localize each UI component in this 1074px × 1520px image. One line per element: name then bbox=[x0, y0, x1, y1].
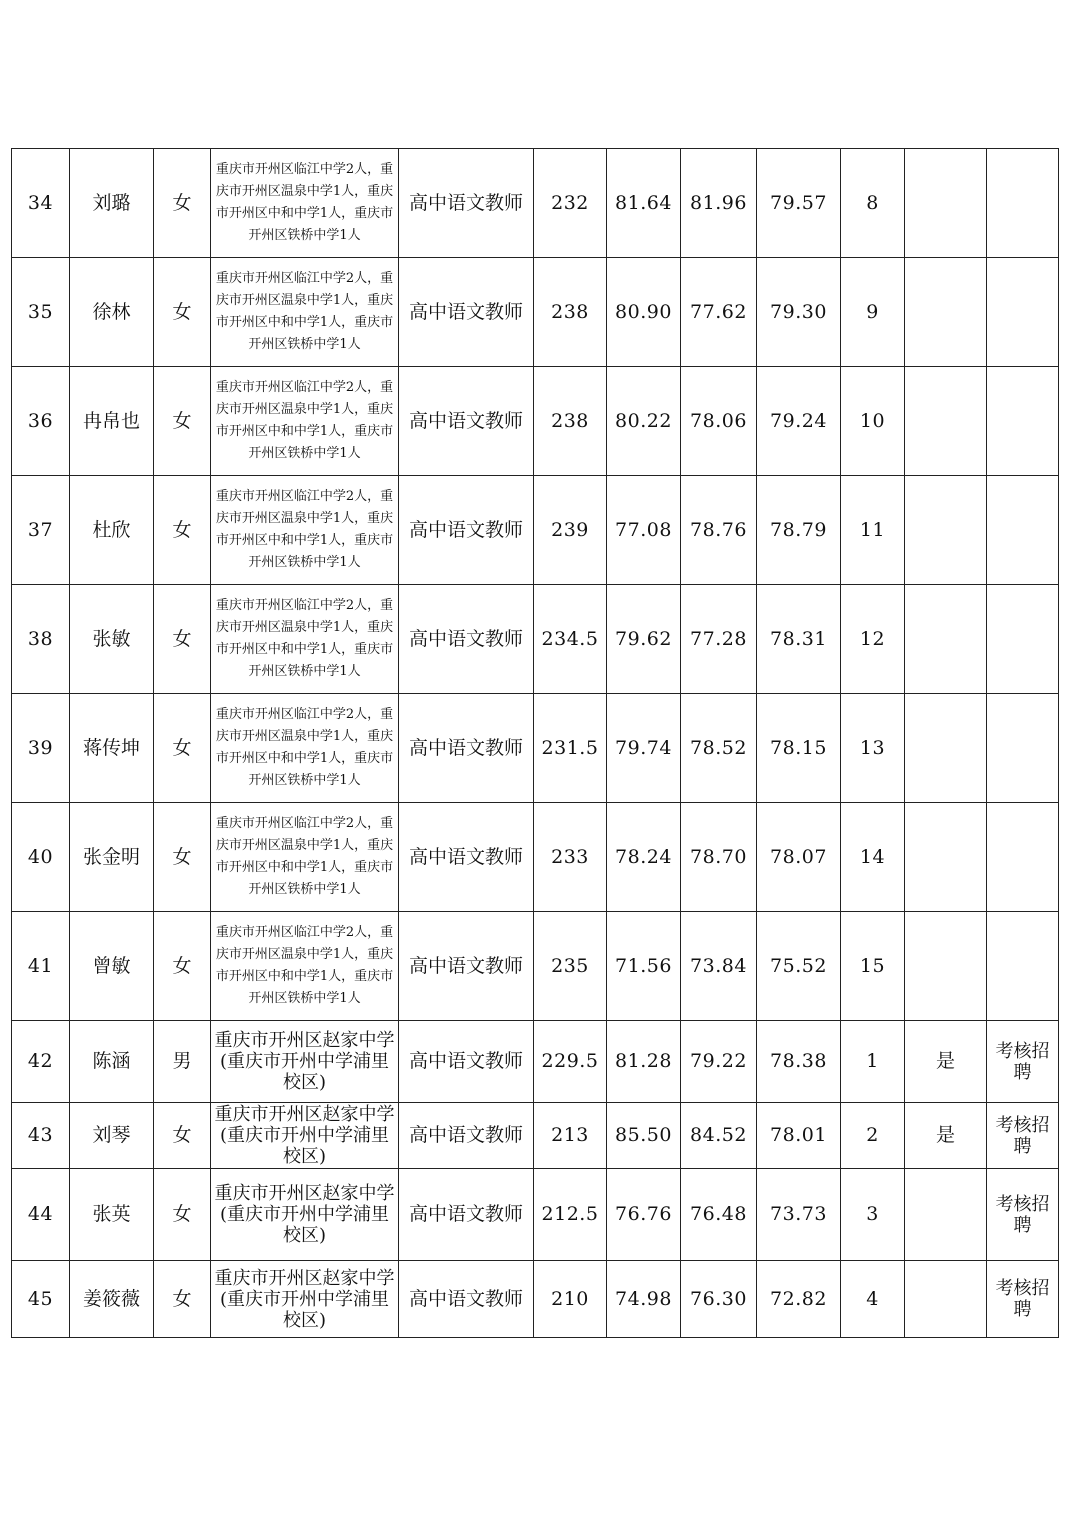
total-score-cell: 78.79 bbox=[757, 476, 841, 585]
rank-cell: 14 bbox=[841, 803, 905, 912]
candidate-flag-cell: 是 bbox=[905, 1021, 987, 1103]
post-cell: 高中语文教师 bbox=[399, 1261, 534, 1338]
interview-score-cell: 79.62 bbox=[607, 585, 681, 694]
rank-cell: 8 bbox=[841, 149, 905, 258]
test-score-cell: 73.84 bbox=[681, 912, 757, 1021]
note-cell bbox=[987, 258, 1059, 367]
candidate-flag-cell bbox=[905, 476, 987, 585]
gender-cell: 女 bbox=[154, 476, 211, 585]
row-number-cell: 42 bbox=[12, 1021, 70, 1103]
gender-cell: 女 bbox=[154, 912, 211, 1021]
results-table bbox=[11, 148, 1059, 1338]
note-cell bbox=[987, 476, 1059, 585]
table-row bbox=[12, 1021, 1059, 1103]
candidate-flag-cell bbox=[905, 1169, 987, 1261]
row-number-cell: 37 bbox=[12, 476, 70, 585]
candidate-flag-cell bbox=[905, 367, 987, 476]
candidate-flag-cell: 是 bbox=[905, 1103, 987, 1169]
total-score-cell: 79.57 bbox=[757, 149, 841, 258]
school-cell: 重庆市开州区临江中学2人，重庆市开州区温泉中学1人，重庆市开州区中和中学1人，重庆市开州区铁桥中学1人 bbox=[211, 258, 399, 367]
table-row bbox=[12, 258, 1059, 367]
post-cell: 高中语文教师 bbox=[399, 1021, 534, 1103]
candidate-name-cell: 刘琴 bbox=[70, 1103, 154, 1169]
note-cell: 考核招聘 bbox=[987, 1021, 1059, 1103]
rank-cell: 9 bbox=[841, 258, 905, 367]
total-score-cell: 79.30 bbox=[757, 258, 841, 367]
row-number-cell: 36 bbox=[12, 367, 70, 476]
post-cell: 高中语文教师 bbox=[399, 149, 534, 258]
row-number-cell: 43 bbox=[12, 1103, 70, 1169]
row-number-cell: 38 bbox=[12, 585, 70, 694]
school-cell: 重庆市开州区临江中学2人，重庆市开州区温泉中学1人，重庆市开州区中和中学1人，重庆市开州区铁桥中学1人 bbox=[211, 149, 399, 258]
school-cell: 重庆市开州区赵家中学(重庆市开州中学浦里校区) bbox=[211, 1169, 399, 1261]
test-score-cell: 77.62 bbox=[681, 258, 757, 367]
written-score-cell: 232 bbox=[534, 149, 607, 258]
post-cell: 高中语文教师 bbox=[399, 367, 534, 476]
total-score-cell: 73.73 bbox=[757, 1169, 841, 1261]
table-row bbox=[12, 367, 1059, 476]
note-cell bbox=[987, 912, 1059, 1021]
gender-cell: 女 bbox=[154, 694, 211, 803]
post-cell: 高中语文教师 bbox=[399, 1103, 534, 1169]
candidate-flag-cell bbox=[905, 803, 987, 912]
interview-score-cell: 80.22 bbox=[607, 367, 681, 476]
gender-cell: 女 bbox=[154, 258, 211, 367]
written-score-cell: 239 bbox=[534, 476, 607, 585]
candidate-name-cell: 陈涵 bbox=[70, 1021, 154, 1103]
school-cell: 重庆市开州区临江中学2人，重庆市开州区温泉中学1人，重庆市开州区中和中学1人，重庆市开州区铁桥中学1人 bbox=[211, 585, 399, 694]
note-cell bbox=[987, 585, 1059, 694]
gender-cell: 女 bbox=[154, 149, 211, 258]
school-cell: 重庆市开州区临江中学2人，重庆市开州区温泉中学1人，重庆市开州区中和中学1人，重庆市开州区铁桥中学1人 bbox=[211, 803, 399, 912]
test-score-cell: 77.28 bbox=[681, 585, 757, 694]
school-cell: 重庆市开州区临江中学2人，重庆市开州区温泉中学1人，重庆市开州区中和中学1人，重庆市开州区铁桥中学1人 bbox=[211, 694, 399, 803]
note-cell: 考核招聘 bbox=[987, 1103, 1059, 1169]
total-score-cell: 78.31 bbox=[757, 585, 841, 694]
school-cell: 重庆市开州区赵家中学(重庆市开州中学浦里校区) bbox=[211, 1261, 399, 1338]
interview-score-cell: 74.98 bbox=[607, 1261, 681, 1338]
interview-score-cell: 76.76 bbox=[607, 1169, 681, 1261]
interview-score-cell: 81.28 bbox=[607, 1021, 681, 1103]
gender-cell: 男 bbox=[154, 1021, 211, 1103]
candidate-flag-cell bbox=[905, 149, 987, 258]
interview-score-cell: 71.56 bbox=[607, 912, 681, 1021]
candidate-name-cell: 徐林 bbox=[70, 258, 154, 367]
table-row bbox=[12, 912, 1059, 1021]
written-score-cell: 229.5 bbox=[534, 1021, 607, 1103]
post-cell: 高中语文教师 bbox=[399, 694, 534, 803]
written-score-cell: 234.5 bbox=[534, 585, 607, 694]
test-score-cell: 84.52 bbox=[681, 1103, 757, 1169]
table-row bbox=[12, 585, 1059, 694]
note-cell bbox=[987, 803, 1059, 912]
school-cell: 重庆市开州区临江中学2人，重庆市开州区温泉中学1人，重庆市开州区中和中学1人，重庆市开州区铁桥中学1人 bbox=[211, 912, 399, 1021]
written-score-cell: 238 bbox=[534, 258, 607, 367]
total-score-cell: 78.07 bbox=[757, 803, 841, 912]
candidate-name-cell: 曾敏 bbox=[70, 912, 154, 1021]
table-row bbox=[12, 694, 1059, 803]
note-cell: 考核招聘 bbox=[987, 1261, 1059, 1338]
interview-score-cell: 79.74 bbox=[607, 694, 681, 803]
rank-cell: 2 bbox=[841, 1103, 905, 1169]
gender-cell: 女 bbox=[154, 1103, 211, 1169]
rank-cell: 10 bbox=[841, 367, 905, 476]
interview-score-cell: 81.64 bbox=[607, 149, 681, 258]
total-score-cell: 79.24 bbox=[757, 367, 841, 476]
candidate-name-cell: 刘璐 bbox=[70, 149, 154, 258]
row-number-cell: 34 bbox=[12, 149, 70, 258]
written-score-cell: 238 bbox=[534, 367, 607, 476]
test-score-cell: 81.96 bbox=[681, 149, 757, 258]
row-number-cell: 39 bbox=[12, 694, 70, 803]
candidate-name-cell: 张英 bbox=[70, 1169, 154, 1261]
written-score-cell: 213 bbox=[534, 1103, 607, 1169]
rank-cell: 13 bbox=[841, 694, 905, 803]
written-score-cell: 212.5 bbox=[534, 1169, 607, 1261]
test-score-cell: 78.06 bbox=[681, 367, 757, 476]
table-row bbox=[12, 149, 1059, 258]
written-score-cell: 210 bbox=[534, 1261, 607, 1338]
written-score-cell: 235 bbox=[534, 912, 607, 1021]
rank-cell: 11 bbox=[841, 476, 905, 585]
candidate-name-cell: 杜欣 bbox=[70, 476, 154, 585]
total-score-cell: 78.01 bbox=[757, 1103, 841, 1169]
note-cell bbox=[987, 367, 1059, 476]
row-number-cell: 40 bbox=[12, 803, 70, 912]
post-cell: 高中语文教师 bbox=[399, 1169, 534, 1261]
total-score-cell: 78.15 bbox=[757, 694, 841, 803]
written-score-cell: 231.5 bbox=[534, 694, 607, 803]
test-score-cell: 78.70 bbox=[681, 803, 757, 912]
candidate-flag-cell bbox=[905, 258, 987, 367]
test-score-cell: 76.48 bbox=[681, 1169, 757, 1261]
test-score-cell: 76.30 bbox=[681, 1261, 757, 1338]
candidate-flag-cell bbox=[905, 694, 987, 803]
rank-cell: 4 bbox=[841, 1261, 905, 1338]
gender-cell: 女 bbox=[154, 367, 211, 476]
row-number-cell: 41 bbox=[12, 912, 70, 1021]
school-cell: 重庆市开州区赵家中学(重庆市开州中学浦里校区) bbox=[211, 1021, 399, 1103]
post-cell: 高中语文教师 bbox=[399, 912, 534, 1021]
total-score-cell: 75.52 bbox=[757, 912, 841, 1021]
test-score-cell: 79.22 bbox=[681, 1021, 757, 1103]
school-cell: 重庆市开州区赵家中学(重庆市开州中学浦里校区) bbox=[211, 1103, 399, 1169]
candidate-flag-cell bbox=[905, 1261, 987, 1338]
candidate-name-cell: 姜筱薇 bbox=[70, 1261, 154, 1338]
candidate-flag-cell bbox=[905, 585, 987, 694]
table-row bbox=[12, 1169, 1059, 1261]
note-cell bbox=[987, 694, 1059, 803]
candidate-name-cell: 蒋传坤 bbox=[70, 694, 154, 803]
interview-score-cell: 80.90 bbox=[607, 258, 681, 367]
interview-score-cell: 78.24 bbox=[607, 803, 681, 912]
interview-score-cell: 77.08 bbox=[607, 476, 681, 585]
rank-cell: 1 bbox=[841, 1021, 905, 1103]
rank-cell: 3 bbox=[841, 1169, 905, 1261]
candidate-name-cell: 冉帛也 bbox=[70, 367, 154, 476]
row-number-cell: 45 bbox=[12, 1261, 70, 1338]
gender-cell: 女 bbox=[154, 1261, 211, 1338]
table-row bbox=[12, 1103, 1059, 1169]
interview-score-cell: 85.50 bbox=[607, 1103, 681, 1169]
candidate-name-cell: 张金明 bbox=[70, 803, 154, 912]
total-score-cell: 78.38 bbox=[757, 1021, 841, 1103]
post-cell: 高中语文教师 bbox=[399, 476, 534, 585]
table-row bbox=[12, 803, 1059, 912]
total-score-cell: 72.82 bbox=[757, 1261, 841, 1338]
post-cell: 高中语文教师 bbox=[399, 585, 534, 694]
gender-cell: 女 bbox=[154, 585, 211, 694]
test-score-cell: 78.76 bbox=[681, 476, 757, 585]
gender-cell: 女 bbox=[154, 1169, 211, 1261]
row-number-cell: 44 bbox=[12, 1169, 70, 1261]
test-score-cell: 78.52 bbox=[681, 694, 757, 803]
row-number-cell: 35 bbox=[12, 258, 70, 367]
table-row bbox=[12, 1261, 1059, 1338]
post-cell: 高中语文教师 bbox=[399, 803, 534, 912]
school-cell: 重庆市开州区临江中学2人，重庆市开州区温泉中学1人，重庆市开州区中和中学1人，重庆市开州区铁桥中学1人 bbox=[211, 367, 399, 476]
rank-cell: 12 bbox=[841, 585, 905, 694]
table-row bbox=[12, 476, 1059, 585]
gender-cell: 女 bbox=[154, 803, 211, 912]
school-cell: 重庆市开州区临江中学2人，重庆市开州区温泉中学1人，重庆市开州区中和中学1人，重庆市开州区铁桥中学1人 bbox=[211, 476, 399, 585]
written-score-cell: 233 bbox=[534, 803, 607, 912]
candidate-name-cell: 张敏 bbox=[70, 585, 154, 694]
note-cell bbox=[987, 149, 1059, 258]
rank-cell: 15 bbox=[841, 912, 905, 1021]
candidate-flag-cell bbox=[905, 912, 987, 1021]
note-cell: 考核招聘 bbox=[987, 1169, 1059, 1261]
post-cell: 高中语文教师 bbox=[399, 258, 534, 367]
